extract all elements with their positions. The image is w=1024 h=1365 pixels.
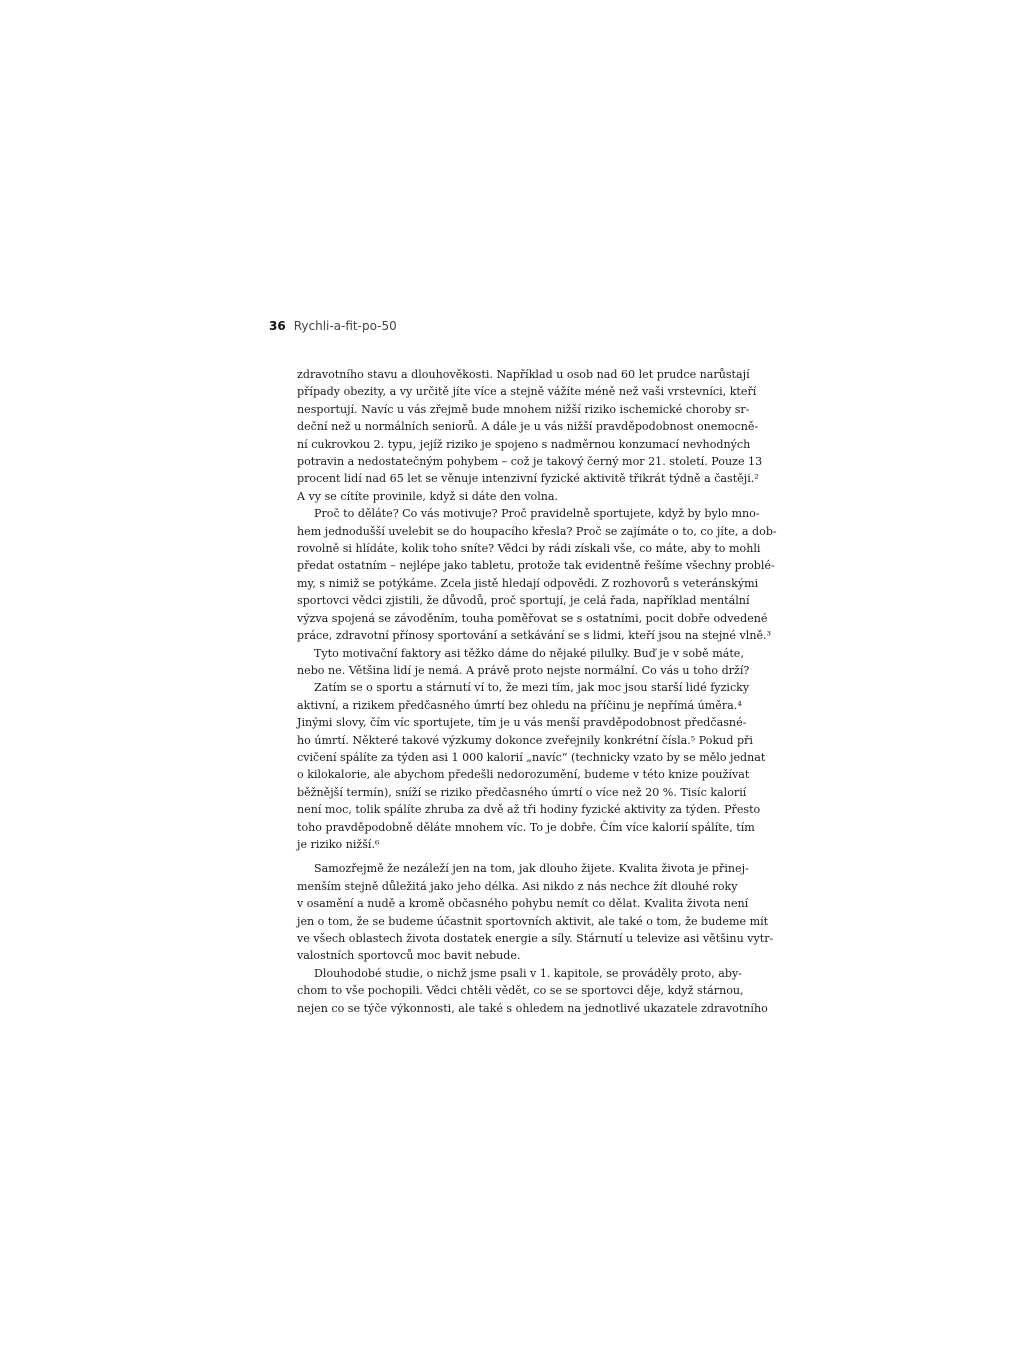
text-line: A vy se cítíte provinile, když si dáte den volna. [297, 489, 559, 503]
text-line: zdravotního stavu a dlouhověkosti. Například u osob nad 60 let prudce narůstají [297, 368, 750, 381]
text-line: případy obezity, a vy určitě jíte více a stejně vážíte méně než vaši vrstevníci, kteří [297, 385, 757, 399]
text-line: nesportují. Navíc u vás zřejmě bude mnohem nižší riziko ischemické choroby sr- [297, 402, 750, 416]
running-head [269, 318, 397, 334]
text-line: hem jednodušší uvelebit se do houpacího křesla? Proč se zajímáte o to, co jíte, a dob- [297, 524, 777, 538]
text-line: ve všech oblastech života dostatek energie a síly. Stárnutí u televize asi většinu vytr- [297, 932, 774, 945]
text-line: Tyto motivační faktory asi těžko dáme do nějaké pilulky. Buď je v sobě máte, [314, 646, 744, 660]
text-line: je riziko nižší.⁶ [297, 837, 380, 851]
paragraph [297, 860, 774, 964]
text-line: Zatím se o sportu a stárnutí ví to, že mezi tím, jak moc jsou starší lidé fyzicky [314, 681, 750, 695]
text-line: deční než u normálních seniorů. A dále je u vás nižší pravděpodobnost onemocně- [297, 420, 759, 434]
book-title: Rychli-a-fit-po-50 [293, 319, 397, 333]
text-line: výzva spojená se závoděním, touha poměřovat se s ostatními, pocit dobře odvedené [297, 611, 768, 625]
page-number: 36 [269, 319, 286, 333]
paragraph [297, 679, 766, 853]
text-line: my, s nimiž se potýkáme. Zcela jistě hledají odpovědi. Z rozhovorů s veteránskými [297, 576, 759, 590]
paragraph [297, 366, 763, 505]
text-line: chom to vše pochopili. Vědci chtěli vědět, co se se sportovci děje, když stárnou, [297, 984, 744, 998]
text-line: potravin a nedostatečným pohybem – což je takový černý mor 21. století. Pouze 13 [297, 455, 763, 469]
text-line: Jinými slovy, čím víc sportujete, tím je u vás menší pravděpodobnost předčasné- [297, 716, 747, 730]
text-line: o kilokalorie, ale abychom předešli nedorozumění, budeme v této knize používat [297, 768, 750, 782]
paragraph [297, 965, 768, 1017]
text-line: menším stejně důležitá jako jeho délka. Asi nikdo z nás nechce žít dlouhé roky [297, 879, 738, 893]
text-line: Dlouhodobé studie, o nichž jsme psali v 1. kapitole, se prováděly proto, aby- [314, 966, 742, 980]
text-line: rovolně si hlídáte, kolik toho sníte? Vědci by rádi získali vše, co máte, aby to mohli [297, 542, 761, 556]
text-line: Proč to děláte? Co vás motivuje? Proč pravidelně sportujete, když by bylo mno- [314, 507, 760, 521]
text-line: valostních sportovců moc bavit nebude. [297, 949, 521, 963]
text-line: nebo ne. Většina lidí je nemá. A právě proto nejste normální. Co vás u toho drží? [297, 663, 750, 677]
text-line: sportovci vědci zjistili, že důvodů, proč sportují, je celá řada, například mentální [297, 594, 750, 608]
text-line: běžnější termín), sníží se riziko předčasného úmrtí o více než 20 %. Tisíc kalorií [297, 785, 747, 799]
body-text [297, 366, 777, 1017]
text-line: toho pravděpodobně děláte mnohem víc. To je dobře. Čím více kalorií spálíte, tím [297, 820, 755, 834]
text-line: aktivní, a rizikem předčasného úmrtí bez ohledu na příčinu je nepřímá úměra.⁴ [297, 698, 742, 712]
text-line: ní cukrovkou 2. typu, jejíž riziko je spojeno s nadměrnou konzumací nevhodných [297, 437, 751, 451]
text-line: cvičení spálíte za týden asi 1 000 kalorií „navíc“ (technicky vzato by se mělo jednat [297, 750, 766, 764]
text-line: v osamění a nudě a kromě občasného pohybu nemít co dělat. Kvalita života není [297, 897, 749, 911]
text-line: Samozřejmě že nezáleží jen na tom, jak dlouho žijete. Kvalita života je přinej- [314, 862, 749, 876]
text-line: práce, zdravotní přínosy sportování a setkávání se s lidmi, kteří jsou na stejné vlně.³ [297, 629, 772, 643]
text-line: jen o tom, že se budeme účastnit sportovních aktivit, ale také o tom, že budeme mít [297, 914, 769, 928]
text-line: není moc, tolik spálíte zhruba za dvě až tři hodiny fyzické aktivity za týden. Přesto [297, 803, 761, 817]
paragraph [297, 645, 750, 680]
text-line: ho úmrtí. Některé takové výzkumy dokonce zveřejnily konkrétní čísla.⁵ Pokud při [297, 733, 753, 747]
text-line: nejen co se týče výkonnosti, ale také s ohledem na jednotlivé ukazatele zdravotního [297, 1001, 768, 1015]
paragraph [297, 505, 777, 644]
text-line: předat ostatním – nejlépe jako tabletu, protože tak evidentně řešíme všechny problé- [297, 559, 775, 573]
text-line: procent lidí nad 65 let se věnuje intenzivní fyzické aktivitě třikrát týdně a častěji.² [297, 472, 759, 486]
